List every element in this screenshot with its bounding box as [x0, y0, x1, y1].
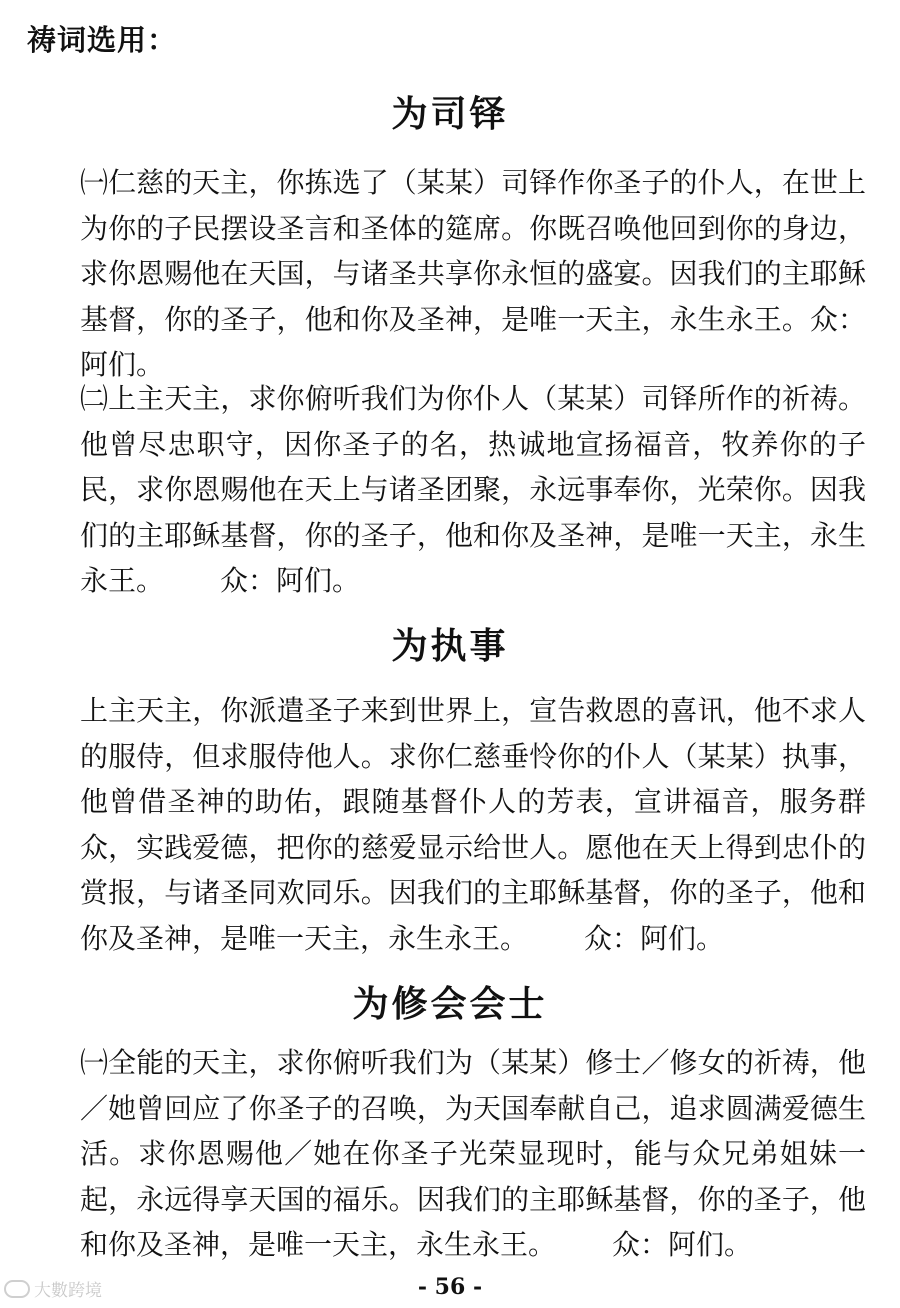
heading-deacon: 为执事	[391, 626, 509, 667]
paragraph-text: 上主天主，你派遣圣子来到世界上，宣告救恩的喜讯，他不求人的服侍，但求服侍他人。求你仁慈垂怜你的仆人（某某）执事，他曾借圣神的助佑，跟随基督仆人的芳表，宣讲福音，服务群众，实践爱德，把你的慈爱显示给世人。愿他在天上得到忠仆的赏报，与诸圣同欢同乐。因我们的主耶稣基督，你的圣子，他和你及圣神，是唯一天主，永生永王。	[80, 694, 866, 955]
response-text: 众：阿们。	[220, 564, 361, 597]
section-label: 祷词选用：	[27, 23, 178, 57]
heading-priest: 为司铎	[391, 94, 509, 135]
response-text: 众：阿们。	[612, 1228, 753, 1261]
heading-religious: 为修会会士	[352, 984, 548, 1025]
watermark-text: 大數跨境	[34, 1281, 102, 1301]
page-number: - 56 -	[417, 1274, 483, 1300]
paragraph-deacon	[24, 688, 866, 961]
paragraph-priest-1	[24, 160, 866, 388]
paragraph-text: ㈡上主天主，求你俯听我们为你仆人（某某）司铎所作的祈祷。他曾尽忠职守，因你圣子的名，热诚地宣扬福音，牧养你的子民，求你恩赐他在天上与诸圣团聚，永远事奉你，光荣你。因我们的主耶稣基督，你的圣子，他和你及圣神，是唯一天主，永生永王。	[80, 382, 866, 597]
paragraph-priest-2	[24, 376, 866, 604]
paragraph-text: ㈠仁慈的天主，你拣选了（某某）司铎作你圣子的仆人，在世上为你的子民摆设圣言和圣体的筵席。你既召唤他回到你的身边，求你恩赐他在天国，与诸圣共享你永恒的盛宴。因我们的主耶稣基督，你的圣子，他和你及圣神，是唯一天主，永生永王。	[80, 166, 866, 336]
response-text: 众：阿们。	[80, 302, 866, 381]
watermark	[4, 1276, 102, 1301]
paragraph-religious	[24, 1040, 866, 1268]
response-text: 众：阿们。	[584, 921, 725, 955]
watermark-logo-icon	[4, 1280, 30, 1298]
paragraph-text: ㈠全能的天主，求你俯听我们为（某某）修士／修女的祈祷，他／她曾回应了你圣子的召唤，为天国奉献自己，追求圆满爱德生活。求你恩赐他／她在你圣子光荣显现时，能与众兄弟姐妹一起，永远得享天国的福乐。因我们的主耶稣基督，你的圣子，他和你及圣神，是唯一天主，永生永王。	[80, 1046, 866, 1261]
